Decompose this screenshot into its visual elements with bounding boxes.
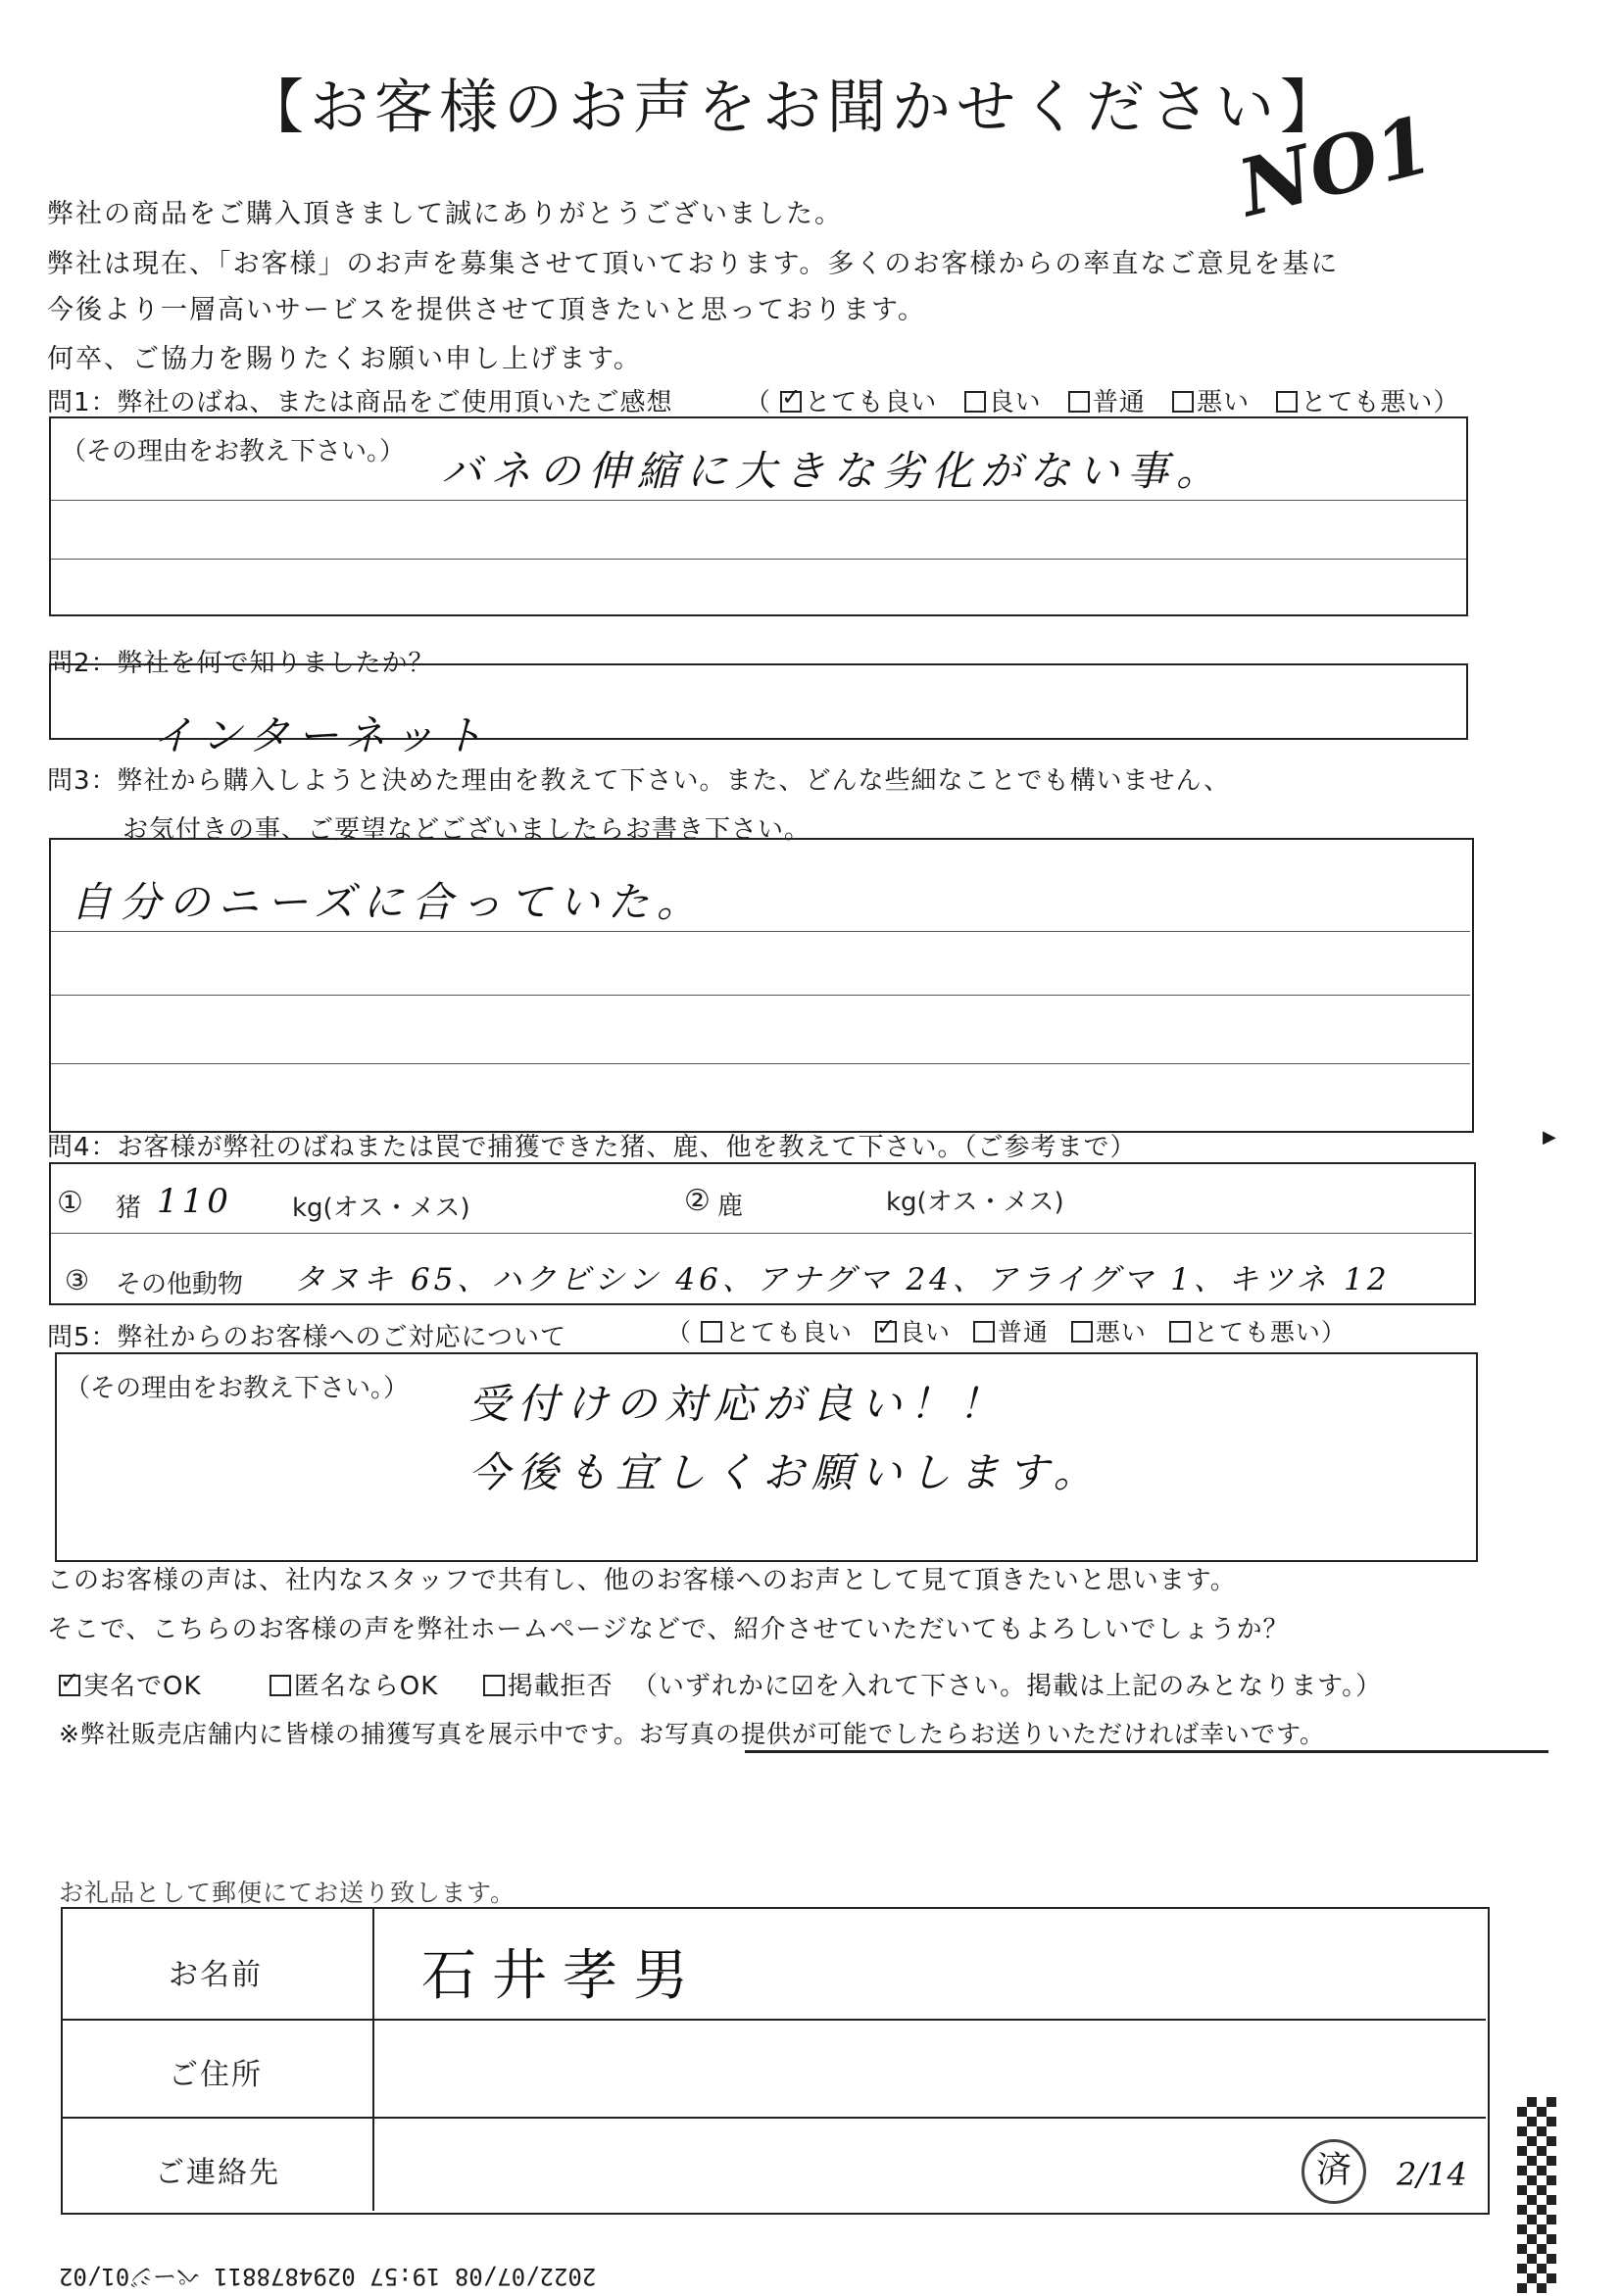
q5-checkbox-very-good[interactable] bbox=[701, 1321, 722, 1343]
q5-option-label: 良い bbox=[899, 1318, 951, 1346]
consent-options bbox=[59, 1666, 1382, 1702]
address-label: ご住所 bbox=[169, 2058, 263, 2092]
q4-row1-value[interactable]: 110 bbox=[157, 1182, 232, 1221]
consent-option-label: 匿名ならOK bbox=[293, 1672, 439, 1701]
gift-note: お礼品として郵便にてお送り致します。 bbox=[59, 1879, 516, 1907]
margin-arrow-icon: ▶ bbox=[1543, 1127, 1556, 1148]
q1-option-label: とても悪い bbox=[1301, 388, 1434, 417]
q1-option-label: 普通 bbox=[1092, 388, 1146, 417]
rule-line bbox=[51, 559, 1466, 560]
rule-line bbox=[51, 931, 1470, 932]
document-number: NO1 bbox=[1230, 97, 1442, 235]
q1-label: 問1：弊社のばね、または商品をご使用頂いたご感想 bbox=[47, 388, 673, 417]
q4-row2-animal: 鹿 bbox=[717, 1192, 744, 1221]
redaction bbox=[0, 1759, 1621, 1869]
rule-line bbox=[63, 2019, 1486, 2021]
q1-option-label: 悪い bbox=[1197, 388, 1251, 417]
rule-line bbox=[51, 995, 1470, 996]
q4-row1-unit: kg(オス・メス) bbox=[292, 1194, 470, 1223]
q5-checkbox-good[interactable] bbox=[875, 1321, 897, 1343]
q2-label: 問2：弊社を何で知りましたか？ bbox=[47, 649, 435, 678]
intro-line-1: 弊社の商品をご購入頂きまして誠にありがとうございました。 bbox=[47, 199, 843, 229]
q1-reason-label: （その理由をお教え下さい。） bbox=[61, 437, 406, 466]
consent-checkbox-anonymous[interactable] bbox=[270, 1675, 291, 1696]
q1-option-label: とても良い bbox=[805, 388, 938, 417]
fax-footer: 2022/07/08 19:57 0294878811 ページ01/02 bbox=[59, 2263, 597, 2290]
rule-line bbox=[51, 1063, 1470, 1064]
consent-checkbox-real-name[interactable] bbox=[59, 1675, 80, 1696]
q3-answer-text: 自分のニーズに合っていた。 bbox=[71, 878, 706, 926]
consent-checkbox-refuse[interactable] bbox=[483, 1675, 505, 1696]
photo-note: ※弊社販売店舗内に皆様の捕獲写真を展示中です。お写真の提供が可能でしたらお送りいただければ幸いです。 bbox=[59, 1720, 1325, 1748]
q3-label: 問3：弊社から購入しようと決めた理由を教えて下さい。また、どんな些細なことでも構いません、 bbox=[47, 766, 1231, 796]
q2-answer-text: インターネット bbox=[152, 711, 492, 759]
q5-reason-label: （その理由をお教え下さい。） bbox=[65, 1374, 410, 1403]
q4-row2-number: ② bbox=[684, 1184, 711, 1218]
q5-option-label: 悪い bbox=[1095, 1318, 1147, 1346]
q4-label: 問4：お客様が弊社のばねまたは罠で捕獲できた猪、鹿、他を教えて下さい。（ご参考まで） bbox=[47, 1133, 1137, 1162]
q5-checkbox-bad[interactable] bbox=[1071, 1321, 1093, 1343]
photo-note-underline bbox=[745, 1750, 1548, 1753]
q1-checkbox-very-bad[interactable] bbox=[1276, 391, 1298, 413]
name-label: お名前 bbox=[169, 1958, 263, 1992]
consent-line-1: このお客様の声は、社内なスタッフで共有し、他のお客様へのお声として見て頂きたいと思います。 bbox=[47, 1566, 1237, 1595]
address-field[interactable] bbox=[372, 2025, 1480, 2111]
q5-label: 問5：弊社からのお客様へのご対応について bbox=[47, 1323, 567, 1352]
intro-line-3: 今後より一層高いサービスを提供させて頂きたいと思っております。 bbox=[47, 295, 926, 325]
intro-line-2: 弊社は現在、「お客様」のお声を募集させて頂いております。多くのお客様からの率直なご意見を基に bbox=[47, 249, 1340, 279]
intro-line-4: 何卒、ご協力を賜りたくお願い申し上げます。 bbox=[47, 344, 642, 374]
q1-checkbox-very-good[interactable] bbox=[780, 391, 802, 413]
contact-label: ご連絡先 bbox=[155, 2156, 280, 2190]
q1-option-label: 良い bbox=[988, 388, 1042, 417]
q3-label-2: お気付きの事、ご要望などございましたらお書き下さい。 bbox=[123, 815, 811, 845]
q4-row3-number: ③ bbox=[65, 1264, 90, 1296]
q4-row3-answer[interactable]: タヌキ 65、ハクビシン 46、アナグマ 24、アライグマ 1、キツネ 12 bbox=[294, 1262, 1391, 1297]
q1-checkbox-good[interactable] bbox=[964, 391, 986, 413]
scan-marker-strip bbox=[1517, 2097, 1556, 2293]
contact-field[interactable] bbox=[372, 2123, 1254, 2207]
q1-checkbox-normal[interactable] bbox=[1068, 391, 1090, 413]
page-mark: 2/14 bbox=[1397, 2156, 1467, 2193]
q1-checkbox-bad[interactable] bbox=[1172, 391, 1194, 413]
q5-answer-line-1: 受付けの対応が良い！！ bbox=[468, 1380, 1008, 1428]
consent-option-label: 掲載拒否 bbox=[507, 1672, 614, 1701]
q5-checkbox-very-bad[interactable] bbox=[1169, 1321, 1191, 1343]
processed-stamp: 済 bbox=[1302, 2139, 1366, 2204]
consent-line-2: そこで、こちらのお客様の声を弊社ホームページなどで、紹介させていただいてもよろしいでしょうか？ bbox=[47, 1615, 1290, 1644]
q5-answer-line-2: 今後も宜しくお願いします。 bbox=[468, 1448, 1103, 1496]
q5-option-label: 普通 bbox=[997, 1318, 1049, 1346]
q4-row3-label: その他動物 bbox=[116, 1270, 244, 1299]
q1-answer-text: バネの伸縮に大きな劣化がない事。 bbox=[441, 447, 1226, 495]
q4-row1-number: ① bbox=[57, 1186, 83, 1220]
q5-option-label: とても良い bbox=[724, 1318, 853, 1346]
q5-checkbox-normal[interactable] bbox=[973, 1321, 995, 1343]
q5-options: （ とても良い ✓ 良い 普通 悪い とても悪い） bbox=[666, 1313, 1347, 1348]
page-title: 【お客様のお声をお聞かせください】 bbox=[245, 73, 1345, 142]
rule-line bbox=[63, 2117, 1486, 2119]
name-value[interactable]: 石井孝男 bbox=[421, 1944, 704, 2008]
q4-row2-unit: kg(オス・メス) bbox=[886, 1188, 1064, 1217]
consent-option-label: 実名でOK bbox=[83, 1672, 202, 1701]
consent-note: （いずれかに☑を入れて下さい。掲載は上記のみとなります。） bbox=[631, 1672, 1383, 1701]
q1-options: （ ✓ とても良い 良い 普通 悪い とても悪い） bbox=[745, 382, 1459, 418]
rule-line bbox=[51, 1233, 1472, 1234]
rule-line bbox=[51, 500, 1466, 501]
q5-option-label: とても悪い bbox=[1193, 1318, 1321, 1346]
q4-row1-animal: 猪 bbox=[116, 1194, 142, 1223]
